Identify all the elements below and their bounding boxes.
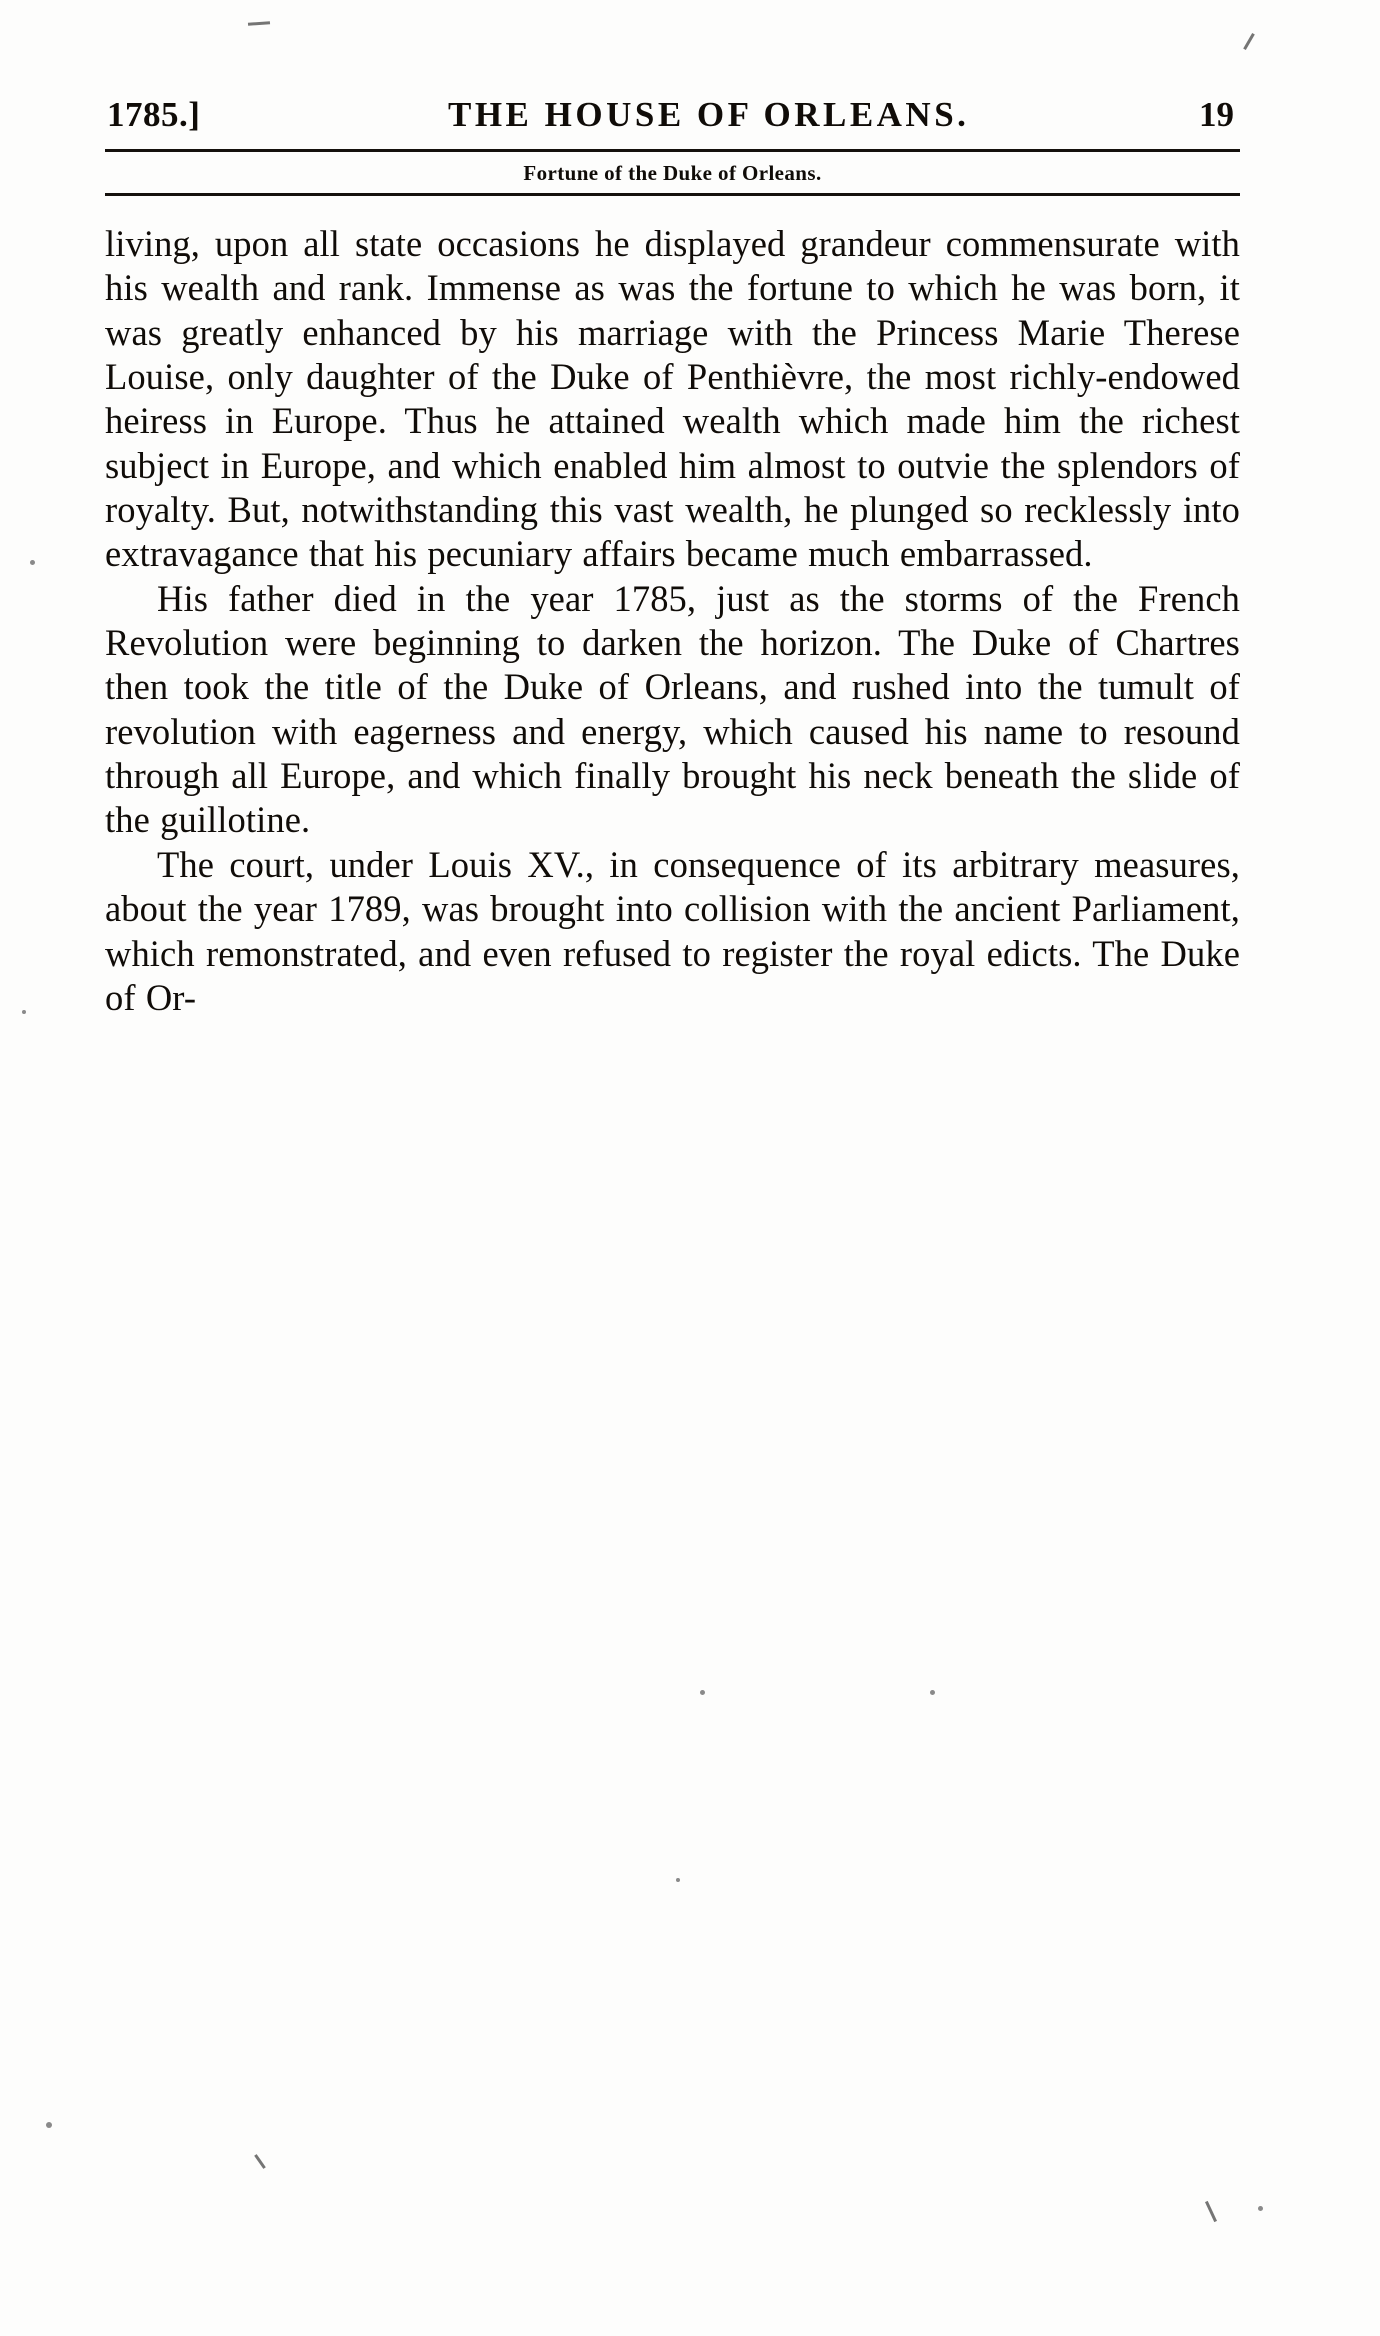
scan-speck: [1243, 33, 1255, 50]
scan-speck: [1205, 2201, 1217, 2222]
page-number: 19: [1199, 95, 1234, 134]
scan-speck: [30, 560, 35, 565]
running-head: [105, 95, 1240, 135]
paragraph: His father died in the year 1785, just as the storms of the French Revolution were beginning to darken the horizon. The Duke of Chartres then took the title of the Duke of Orleans, and rushed into the tumult of revolution with eagerness and energy, which caused his name to resound through all Europe, and which finally brought his neck beneath the slide of the guillotine.: [105, 577, 1240, 841]
section-subhead: Fortune of the Duke of Orleans.: [523, 161, 822, 185]
scan-speck: [254, 2154, 266, 2169]
paragraph: living, upon all state occasions he displayed grandeur commensurate with his wealth and rank. Immense as was the fortune to which he was born, it was greatly enhanced by his marriage with the Princess Marie Therese Louise, only daughter of the Duke of Penthièvre, the most richly-endowed heiress in Europe. Thus he attained wealth which made him the richest subject in Europe, and which enabled him almost to outvie the splendors of royalty. But, notwithstanding this vast wealth, he plunged so recklessly into extravagance that his pecuniary affairs became much embarrassed.: [105, 223, 1240, 575]
paragraph: The court, under Louis XV., in consequence of its arbitrary measures, about the year 1789, was brought into collision with the ancient Parliament, which remonstrated, and even refused to register the royal edicts. The Duke of Or-: [105, 843, 1240, 1018]
scan-speck: [248, 21, 270, 26]
scan-speck: [676, 1878, 680, 1882]
scan-speck: [1258, 2206, 1263, 2211]
scan-speck: [700, 1690, 705, 1695]
page-title: THE HOUSE OF ORLEANS.: [447, 95, 970, 134]
scan-speck: [46, 2122, 52, 2128]
scan-speck: [930, 1690, 935, 1695]
page-year-label: 1785.]: [107, 95, 201, 134]
scan-speck: [22, 1010, 26, 1014]
header-rule-bottom: [105, 193, 1240, 196]
body-text: [105, 222, 1240, 1020]
